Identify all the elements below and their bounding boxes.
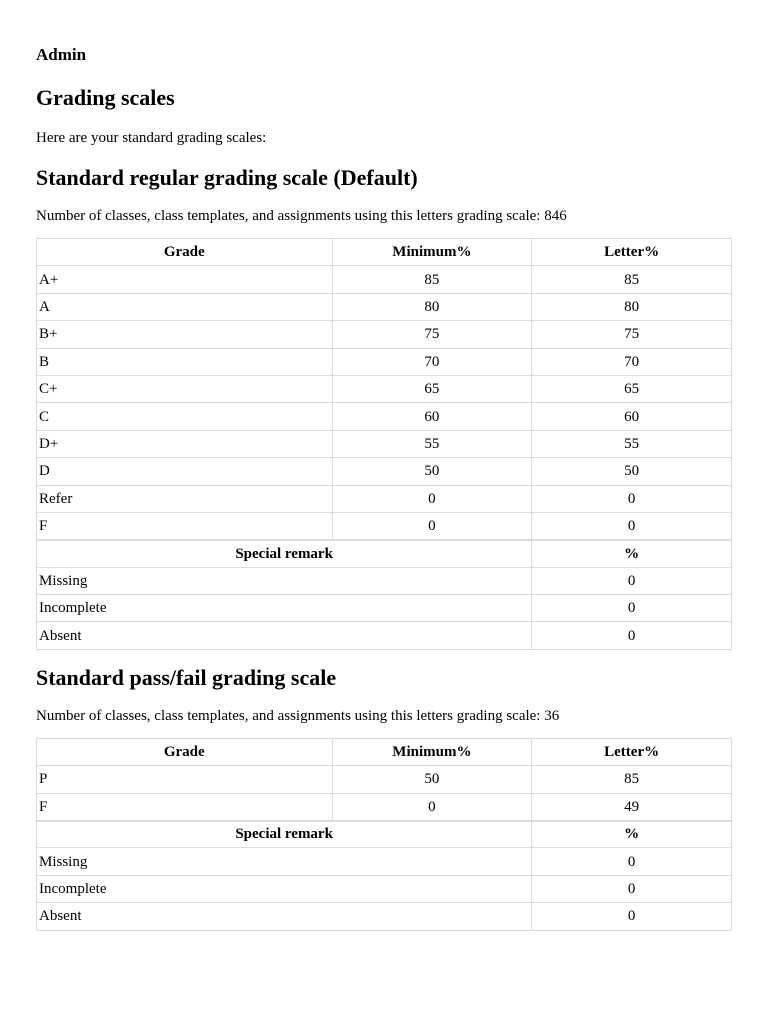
table-row	[37, 266, 732, 293]
grade-cell: B	[37, 348, 333, 375]
letter-cell: 49	[532, 793, 732, 820]
column-header-letter: Letter%	[532, 738, 732, 765]
grade-rows	[37, 766, 732, 821]
table-row	[37, 485, 732, 512]
percent-cell: 0	[532, 595, 732, 622]
table-row	[37, 848, 732, 875]
minimum-cell: 70	[332, 348, 532, 375]
remark-cell: Missing	[37, 567, 532, 594]
scale-title: Standard pass/fail grading scale	[36, 664, 337, 690]
scales-container	[36, 164, 732, 931]
grade-cell: A	[37, 293, 333, 320]
letter-cell: 85	[532, 766, 732, 793]
table-row	[37, 766, 732, 793]
minimum-cell: 0	[332, 793, 532, 820]
letter-cell: 60	[532, 403, 732, 430]
grade-cell: B+	[37, 321, 333, 348]
letter-cell: 0	[532, 485, 732, 512]
grading-scale-table	[36, 238, 732, 650]
percent-cell: 0	[532, 848, 732, 875]
column-header-percent: %	[532, 540, 732, 567]
table-row	[37, 622, 732, 649]
minimum-cell: 55	[332, 430, 532, 457]
table-row	[37, 430, 732, 457]
grade-cell: Refer	[37, 485, 333, 512]
minimum-cell: 80	[332, 293, 532, 320]
grade-cell: C+	[37, 375, 333, 402]
breadcrumb[interactable]: Admin	[36, 45, 87, 64]
scale-title: Standard regular grading scale (Default)	[36, 165, 418, 190]
column-header-percent: %	[532, 821, 732, 848]
table-header-row	[37, 239, 732, 266]
table-row	[37, 595, 732, 622]
minimum-cell: 75	[332, 321, 532, 348]
table-row	[37, 321, 732, 348]
letter-cell: 70	[532, 348, 732, 375]
grading-scale-table	[36, 738, 732, 931]
page-title: Grading scales	[36, 85, 175, 110]
column-header-remark: Special remark	[37, 540, 532, 567]
remark-cell: Missing	[37, 848, 532, 875]
minimum-cell: 0	[332, 512, 532, 539]
scale-usage-text: Number of classes, class templates, and assignments using this letters grading scale: 36	[36, 707, 560, 724]
remark-header-row	[37, 540, 732, 567]
table-row	[37, 403, 732, 430]
table-row	[37, 903, 732, 930]
column-header-minimum: Minimum%	[332, 239, 532, 266]
table-row	[37, 375, 732, 402]
minimum-cell: 50	[332, 458, 532, 485]
remark-cell: Absent	[37, 903, 532, 930]
grade-cell: A+	[37, 266, 333, 293]
minimum-cell: 50	[332, 766, 532, 793]
percent-cell: 0	[532, 622, 732, 649]
grading-scale-section	[36, 664, 732, 931]
minimum-cell: 65	[332, 375, 532, 402]
grade-cell: P	[37, 766, 333, 793]
column-header-grade: Grade	[37, 738, 333, 765]
remark-header-row	[37, 821, 732, 848]
table-row	[37, 293, 732, 320]
percent-cell: 0	[532, 875, 732, 902]
table-row	[37, 458, 732, 485]
remark-rows	[37, 567, 732, 649]
remark-cell: Incomplete	[37, 875, 532, 902]
letter-cell: 0	[532, 512, 732, 539]
grade-cell: C	[37, 403, 333, 430]
minimum-cell: 0	[332, 485, 532, 512]
table-row	[37, 793, 732, 820]
table-row	[37, 875, 732, 902]
minimum-cell: 60	[332, 403, 532, 430]
letter-cell: 85	[532, 266, 732, 293]
table-row	[37, 512, 732, 539]
minimum-cell: 85	[332, 266, 532, 293]
intro-text: Here are your standard grading scales:	[36, 130, 267, 146]
remark-rows	[37, 848, 732, 930]
remark-cell: Incomplete	[37, 595, 532, 622]
table-header-row	[37, 738, 732, 765]
percent-cell: 0	[532, 567, 732, 594]
grade-rows	[37, 266, 732, 540]
scale-usage-text: Number of classes, class templates, and assignments using this letters grading scale: 846	[36, 208, 567, 224]
percent-cell: 0	[532, 903, 732, 930]
grade-cell: F	[37, 793, 333, 820]
letter-cell: 80	[532, 293, 732, 320]
letter-cell: 50	[532, 458, 732, 485]
table-row	[37, 348, 732, 375]
column-header-grade: Grade	[37, 239, 333, 266]
remark-cell: Absent	[37, 622, 532, 649]
letter-cell: 55	[532, 430, 732, 457]
column-header-letter: Letter%	[532, 239, 732, 266]
letter-cell: 75	[532, 321, 732, 348]
grade-cell: D+	[37, 430, 333, 457]
letter-cell: 65	[532, 375, 732, 402]
grade-cell: D	[37, 458, 333, 485]
grade-cell: F	[37, 512, 333, 539]
column-header-minimum: Minimum%	[332, 738, 532, 765]
column-header-remark: Special remark	[37, 821, 532, 848]
grading-scale-section	[36, 164, 732, 650]
table-row	[37, 567, 732, 594]
